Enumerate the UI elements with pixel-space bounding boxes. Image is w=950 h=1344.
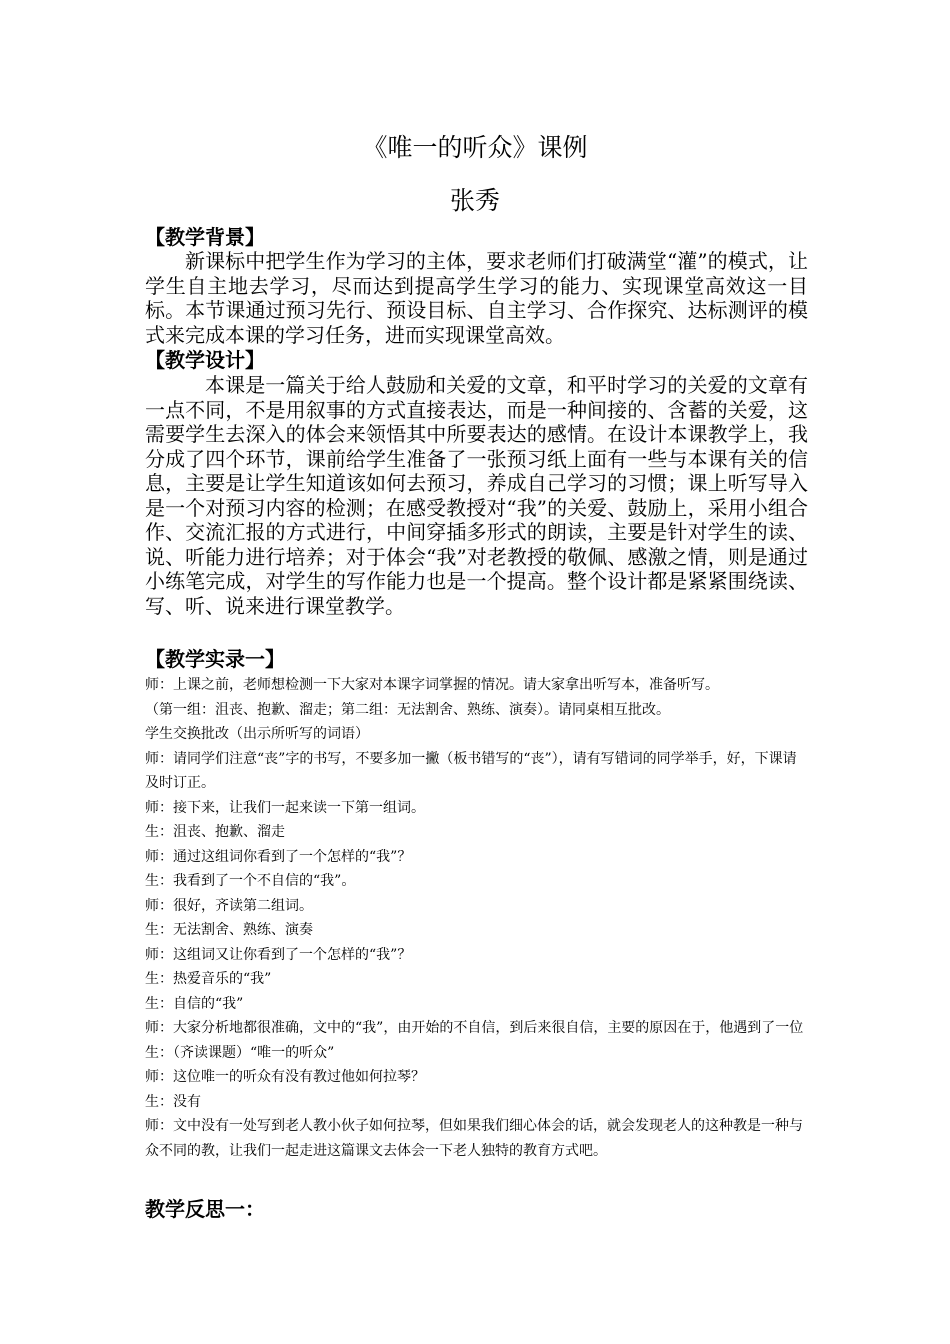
dialogue-line: 生：（齐读课题）“唯一的听众” [145, 1044, 335, 1061]
heading-teaching-design: 【教学设计】 [145, 348, 265, 372]
dialogue-line: 师：通过这组词你看到了一个怎样的“我”？ [145, 848, 412, 865]
dialogue-line: 师：这位唯一的听众有没有教过他如何拉琴？ [145, 1069, 425, 1085]
dialogue-line: 生：没有 [145, 1093, 201, 1110]
dialogue-line: 师：请同学们注意“丧”字的书写，不要多加一撇（板书错写的“丧”），请有写错词的同学举手，好，下课请及时订正。 [145, 750, 797, 791]
dialogue-line: 师：这组词又让你看到了一个怎样的“我”？ [145, 946, 412, 963]
dialogue-line: 师：接下来，让我们一起来读一下第一组词。 [145, 799, 425, 816]
dialogue-line: （第一组：沮丧、抱歉、溜走；第二组：无法割舍、熟练、演奏）。请同桌相互批改。 [145, 701, 670, 718]
paragraph-teaching-background: 新课标中把学生作为学习的主体，要求老师们打破满堂“灌”的模式，让学生自主地去学习，尽而达到提高学生学习的能力、实现课堂高效这一目标。本节课通过预习先行、预设目标、自主学习、合作探究、达标测评的模式来完成本课的学习任务，进而实现课堂高效。 [145, 249, 808, 347]
dialogue-line: 学生交换批改（出示所听写的词语） [145, 726, 369, 742]
author-name: 张秀 [449, 186, 500, 215]
dialogue-line: 生：自信的“我” [145, 995, 244, 1012]
dialogue-line: 师：上课之前，老师想检测一下大家对本课字词掌握的情况。请大家拿出听写本，准备听写。 [145, 677, 719, 693]
paragraph-teaching-design: 本课是一篇关于给人鼓励和关爱的文章，和平时学习的关爱的文章有一点不同，不是用叙事的方式直接表达，而是一种间接的、含蓄的关爱，这需要学生去深入的体会来领悟其中所要表达的感情。在设计本课教学上，我分成了四个环节，课前给学生准备了一张预习纸上面有一些与本课有关的信息，主要是让学生知道该如何去预习，养成自己学习的习惯；课上听写导入是一个对预习内容的检测；在感受教授对“我”的关爱、鼓励上，采用小组合作、交流汇报的方式进行，中间穿插多形式的朗读，主要是针对学生的读、说、听能力进行培养；对于体会“我”对老教授的敬佩、感激之情，则是通过小练笔完成，对学生的写作能力也是一个提高。整个设计都是紧紧围绕读、写、听、说来进行课堂教学。 [145, 373, 808, 618]
heading-teaching-reflection: 教学反思一： [145, 1197, 265, 1221]
dialogue-line: 师：文中没有一处写到老人教小伙子如何拉琴，但如果我们细心体会的话，就会发现老人的这种教是一种与众不同的教，让我们一起走进这篇课文去体会一下老人独特的教育方式吧。 [145, 1118, 803, 1159]
heading-teaching-background: 【教学背景】 [145, 225, 265, 249]
dialogue-line: 生：我看到了一个不自信的“我”。 [145, 873, 356, 889]
heading-teaching-record: 【教学实录一】 [145, 647, 285, 671]
dialogue-line: 师：很好，齐读第二组词。 [145, 897, 313, 914]
dialogue-line: 生：无法割舍、熟练、演奏 [145, 922, 313, 938]
dialogue-line: 师：大家分析地都很准确，文中的“我”，由开始的不自信，到后来很自信，主要的原因在于，他遇到了一位 [145, 1020, 804, 1036]
dialogue-line: 生：沮丧、抱歉、溜走 [145, 824, 285, 840]
teaching-record-dialogue [145, 673, 810, 1163]
document-title: 《唯一的听众》课例 [362, 133, 588, 162]
dialogue-line: 生：热爱音乐的“我” [145, 971, 272, 987]
